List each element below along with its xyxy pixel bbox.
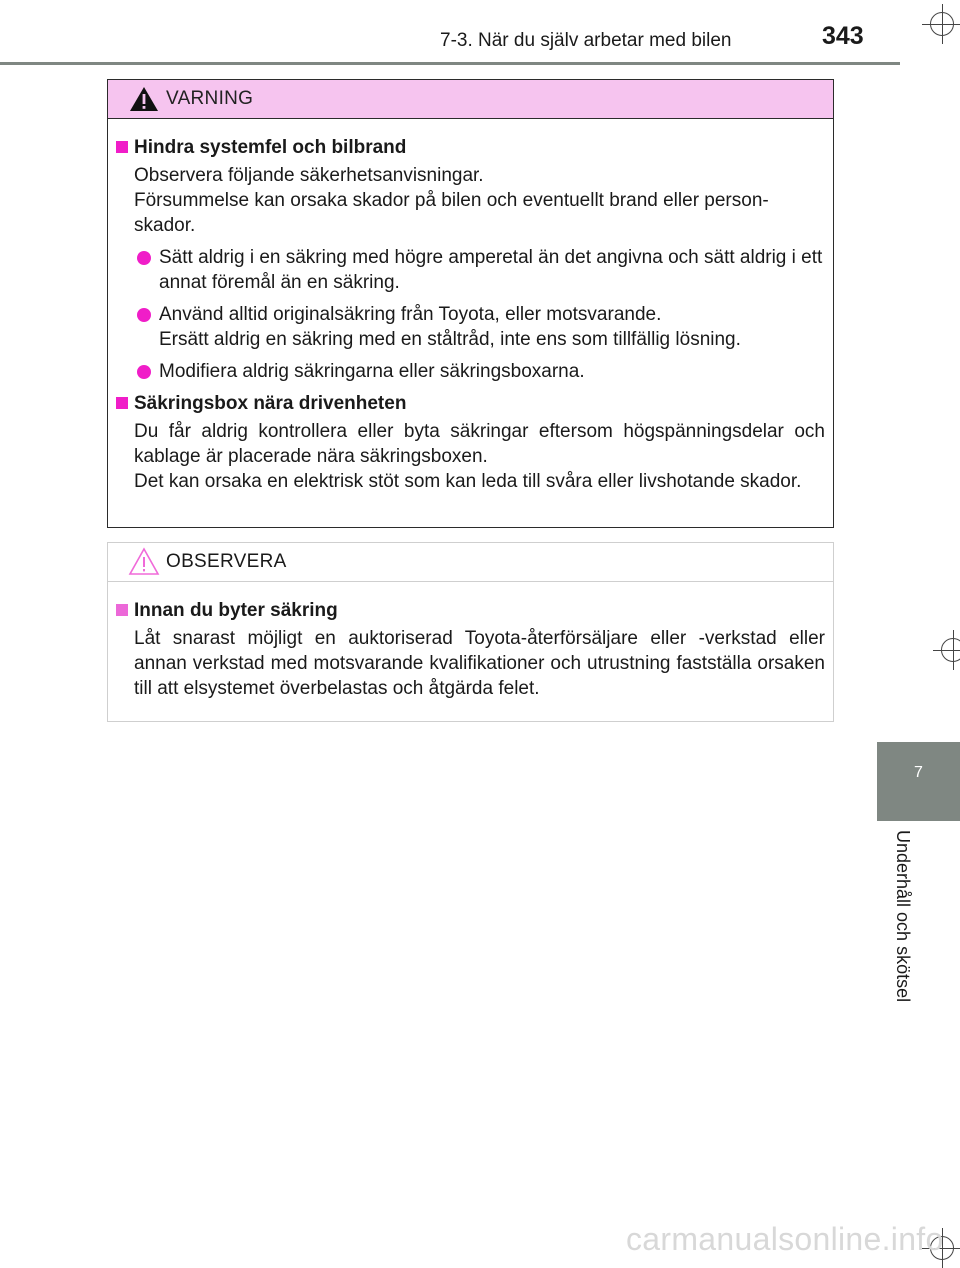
- watermark: carmanualsonline.info: [626, 1221, 944, 1257]
- caution-label: OBSERVERA: [166, 551, 287, 572]
- warning-label: VARNING: [166, 88, 254, 109]
- section-title: 7-3. När du själv arbetar med bilen: [440, 30, 732, 51]
- square-bullet-icon: [116, 141, 128, 153]
- round-bullet-icon: [137, 308, 151, 322]
- caution-triangle-icon: [128, 547, 160, 577]
- warning-body: [108, 119, 833, 494]
- registration-mark-icon: [922, 4, 960, 44]
- page-number: 343: [822, 22, 864, 50]
- warning-header: [108, 80, 833, 119]
- section-heading: Säkringsbox nära drivenheten: [116, 391, 825, 416]
- caution-box: [107, 542, 834, 722]
- paragraph: Låt snarast möjligt en auktoriserad Toyota-återförsäljare eller -verkstad eller annan verkstad med motsvarande kvalifikationer och utrustning fastställa orsaken till att elsystemet överbelastas och åtgärda felet.: [134, 628, 825, 699]
- paragraph: Försummelse kan orsaka skador på bilen och eventuellt brand eller person-skador.: [134, 190, 769, 236]
- round-bullet-icon: [137, 251, 151, 265]
- paragraph: Du får aldrig kontrollera eller byta säkringar eftersom högspänningsdelar och kablage är placerade nära säkringsboxen.: [134, 421, 825, 467]
- warning-triangle-icon: [128, 85, 160, 113]
- header-rule: [0, 62, 900, 65]
- square-bullet-icon: [116, 397, 128, 409]
- registration-mark-icon: [933, 630, 960, 670]
- paragraph: Observera följande säkerhetsanvisningar.: [134, 165, 484, 186]
- caution-body: [108, 582, 833, 701]
- chapter-tab: [877, 742, 960, 821]
- list-item: Modifiera aldrig säkringarna eller säkringsboxarna.: [134, 359, 825, 384]
- paragraph: Det kan orsaka en elektrisk stöt som kan leda till svåra eller livshotande skador.: [134, 471, 802, 492]
- round-bullet-icon: [137, 365, 151, 379]
- warning-box: [107, 79, 834, 528]
- section-heading: Hindra systemfel och bilbrand: [116, 135, 825, 160]
- chapter-number: 7: [914, 764, 923, 781]
- caution-header: [108, 543, 833, 582]
- list-item: Sätt aldrig i en säkring med högre amperetal än det angivna och sätt aldrig i ett annat föremål än en säkring.: [134, 245, 825, 295]
- chapter-label: Underhåll och skötsel: [893, 830, 913, 1003]
- list-item: Använd alltid originalsäkring från Toyota, eller motsvarande. Ersätt aldrig en säkring med en ståltråd, inte ens som tillfällig lösning.: [134, 302, 825, 352]
- section-heading: Innan du byter säkring: [116, 598, 825, 623]
- square-bullet-icon: [116, 604, 128, 616]
